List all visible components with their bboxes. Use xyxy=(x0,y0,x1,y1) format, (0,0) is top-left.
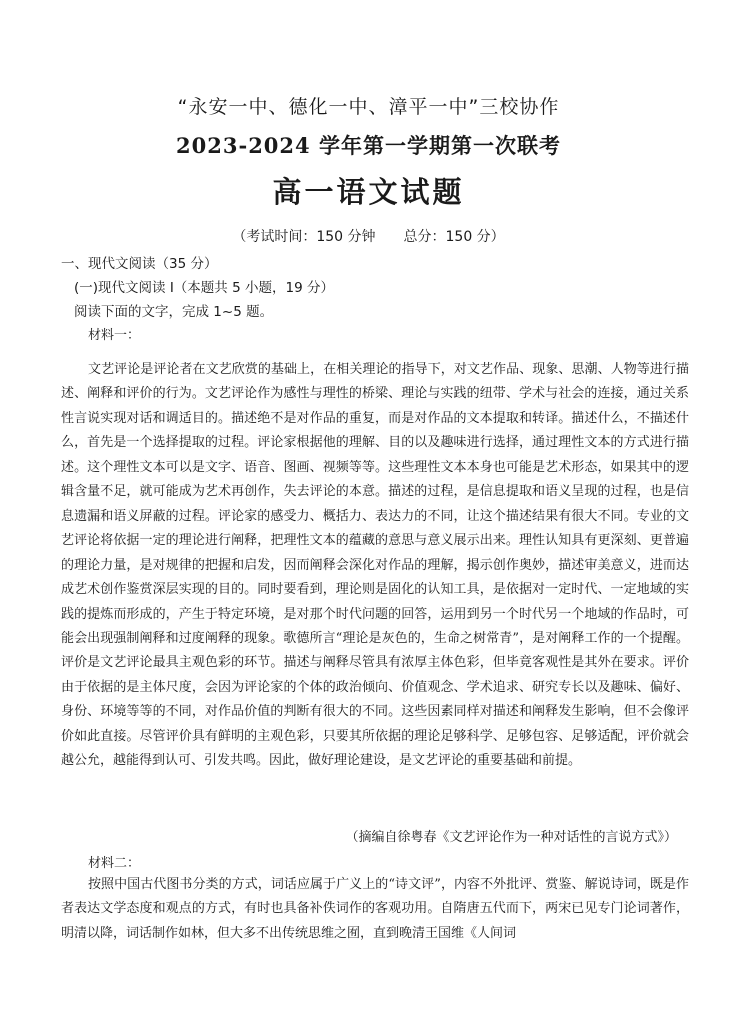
exam-info xyxy=(0,226,737,246)
exam-time: （考试时间：150 分钟 xyxy=(232,229,376,245)
exam-total-score: 总分：150 分） xyxy=(403,229,505,245)
sub-section-heading: (一)现代文阅读 I（本题共 5 小题，19 分） xyxy=(74,280,334,296)
exam-term-title: 2023-2024 学年第一学期第一次联考 xyxy=(176,133,561,158)
reading-instruction: 阅读下面的文字，完成 1~5 题。 xyxy=(74,304,274,320)
school-alliance-title: “永安一中、德化一中、漳平一中”三校协作 xyxy=(177,96,560,118)
section-heading: 一、现代文阅读（35 分） xyxy=(61,256,218,272)
material-one-source: （摘编自徐粤春《文艺评论作为一种对话性的言说方式》） xyxy=(345,830,677,845)
material-one-body: 文艺评论是评论者在文艺欣赏的基础上，在相关理论的指导下，对文艺作品、现象、思潮、人物等进行描述、阐释和评价的行为。文艺评论作为感性与理性的桥梁、理论与实践的纽带、学术与社会的连接，通过关系性言说实现对话和调适目的。描述绝不是对作品的重复，而是对作品的文本提取和转译。描述什么，不描述什么，首先是一个选择提取的过程。评论家根据他的理解、目的以及趣味进行选择，通过理性文本的方式进行描述。这个理性文本可以是文字、语音、图画、视频等等。这些理性文本本身也可能是艺术形态，如果其中的逻辑含量不足，就可能成为艺术再创作，失去评论的本意。描述的过程，是信息提取和语义呈现的过程，也是信息遗漏和语义屏蔽的过程。评论家的感受力、概括力、表达力的不同，让这个描述结果有很大不同。专业的文艺评论将依据一定的理论进行阐释，把理性文本的蕴藏的意思与意义展示出来。理性认知具有更深刻、更普遍的理论力量，是对规律的把握和启发，因而阐释会深化对作品的理解，揭示创作奥妙，描述审美意义，进而达成艺术创作鉴赏深层实现的目的。同时要看到，理论则是固化的认知工具，是依据对一定时代、一定地域的实践的提炼而形成的，产生于特定环境，是对那个时代问题的回答，运用到另一个时代另一个地域的作品时，可能会出现强制阐释和过度阐释的现象。歌德所言“理论是灰色的，生命之树常青”，是对阐释工作的一个提醒。评价是文艺评论最具主观色彩的环节。描述与阐释尽管具有浓厚主体色彩，但毕竟客观性是其外在要求。评价由于依据的是主体尺度，会因为评论家的个体的政治倾向、价值观念、学术追求、研究专长以及趣味、偏好、身份、环境等等的不同，对作品价值的判断有很大的不同。这些因素同样对描述和阐释发生影响，但不会像评价如此直接。尽管评价具有鲜明的主观色彩，只要其所依据的理论足够科学、足够包容、足够适配，评价就会越公允，越能得到认可、引发共鸣。因此，做好理论建设，是文艺评论的重要基础和前提。 xyxy=(61,362,689,769)
page-title: 高一语文试题 xyxy=(272,175,465,209)
material-one-label: 材料一： xyxy=(88,328,141,343)
material-two-label: 材料二： xyxy=(88,856,141,871)
material-two-body: 按照中国古代图书分类的方式，词话应属于广义上的“诗文评”，内容不外批评、赏鉴、解说诗词，既是作者表达文学态度和观点的方式，有时也具备补佚词作的客观功用。自隋唐五代而下，两宋已见专门论词著作，明清以降，词话制作如林，但大多不出传统思维之囿，直到晚清王国维《人间词 xyxy=(61,877,689,941)
